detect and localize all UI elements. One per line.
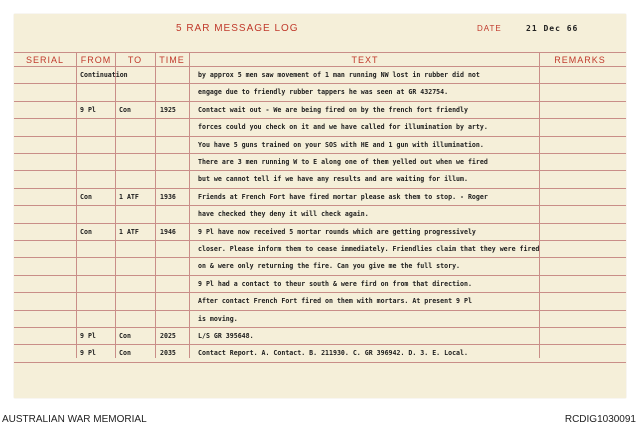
row-rule xyxy=(14,83,626,84)
row-text: You have 5 guns trained on your SOS with HE and 1 gun with illumination. xyxy=(198,141,484,149)
row-to: Con xyxy=(119,332,131,340)
row-to: Con xyxy=(119,106,131,114)
row-text: on & were only returning the fire. Can you give me the full story. xyxy=(198,262,461,270)
row-rule xyxy=(14,188,626,189)
row-rule xyxy=(14,66,626,67)
row-text: Friends at French Fort have fired mortar please ask them to stop. - Roger xyxy=(198,193,488,201)
column-divider xyxy=(155,52,156,358)
row-rule xyxy=(14,327,626,328)
page-title: 5 RAR MESSAGE LOG xyxy=(176,23,299,34)
row-to: 1 ATF xyxy=(119,228,139,236)
row-time: 1946 xyxy=(160,228,176,236)
date-value: 21 Dec 66 xyxy=(526,24,579,33)
column-header-time: TIME xyxy=(159,55,185,65)
row-text: but we cannot tell if we have any results and are waiting for illum. xyxy=(198,175,468,183)
row-rule xyxy=(14,52,626,53)
row-text: have checked they deny it will check again. xyxy=(198,210,369,218)
date-label: DATE xyxy=(477,24,502,33)
row-rule xyxy=(14,310,626,311)
column-header-to: TO xyxy=(127,55,143,65)
row-text: There are 3 men running W to E along one of them yelled out when we fired xyxy=(198,158,488,166)
row-rule xyxy=(14,153,626,154)
row-rule xyxy=(14,292,626,293)
row-rule xyxy=(14,101,626,102)
row-from: 9 Pl xyxy=(80,349,96,357)
row-rule xyxy=(14,170,626,171)
row-from: 9 Pl xyxy=(80,106,96,114)
row-text: L/S GR 395648. xyxy=(198,332,254,340)
row-rule xyxy=(14,362,626,363)
column-divider xyxy=(539,52,540,358)
row-time: 2025 xyxy=(160,332,176,340)
column-divider xyxy=(115,52,116,358)
row-rule xyxy=(14,257,626,258)
column-header-remarks: REMARKS xyxy=(554,55,606,65)
row-from: 9 Pl xyxy=(80,332,96,340)
row-to: Con xyxy=(119,349,131,357)
row-from: Con xyxy=(80,193,92,201)
row-text: Contact Report. A. Contact. B. 211930. C. GR 396942. D. 3. E. Local. xyxy=(198,349,468,357)
row-text: forces could you check on it and we have called for illumination by arty. xyxy=(198,123,488,131)
column-header-from: FROM xyxy=(80,55,112,65)
row-rule xyxy=(14,223,626,224)
footer-credit: AUSTRALIAN WAR MEMORIAL xyxy=(2,414,147,425)
footer-ref: RCDIG1030091 xyxy=(564,414,636,425)
row-text: by approx 5 men saw movement of 1 man running NW lost in rubber did not xyxy=(198,71,480,79)
row-text: is moving. xyxy=(198,315,238,323)
column-header-serial: SERIAL xyxy=(25,55,64,65)
row-to: 1 ATF xyxy=(119,193,139,201)
row-rule xyxy=(14,205,626,206)
column-divider xyxy=(76,52,77,358)
row-text: engage due to friendly rubber tappers he was seen at GR 432754. xyxy=(198,88,449,96)
row-text: closer. Please inform them to cease immediately. Friendlies claim that they were fired xyxy=(198,245,540,253)
column-header-text: TEXT xyxy=(351,55,379,65)
row-rule xyxy=(14,118,626,119)
row-time: 1936 xyxy=(160,193,176,201)
row-time: 1925 xyxy=(160,106,176,114)
row-text: 9 Pl have now received 5 mortar rounds which are getting progressively xyxy=(198,228,476,236)
row-rule xyxy=(14,344,626,345)
row-rule xyxy=(14,136,626,137)
row-text: After contact French Fort fired on them with mortars. At present 9 Pl xyxy=(198,297,472,305)
row-rule xyxy=(14,240,626,241)
row-time: 2035 xyxy=(160,349,176,357)
row-text: 9 Pl had a contact to theur south & were fird on from that direction. xyxy=(198,280,472,288)
row-rule xyxy=(14,275,626,276)
column-divider xyxy=(189,52,190,358)
row-from: Continuation xyxy=(80,71,128,79)
row-text: Contact wait out - We are being fired on by the french fort friendly xyxy=(198,106,468,114)
row-from: Con xyxy=(80,228,92,236)
